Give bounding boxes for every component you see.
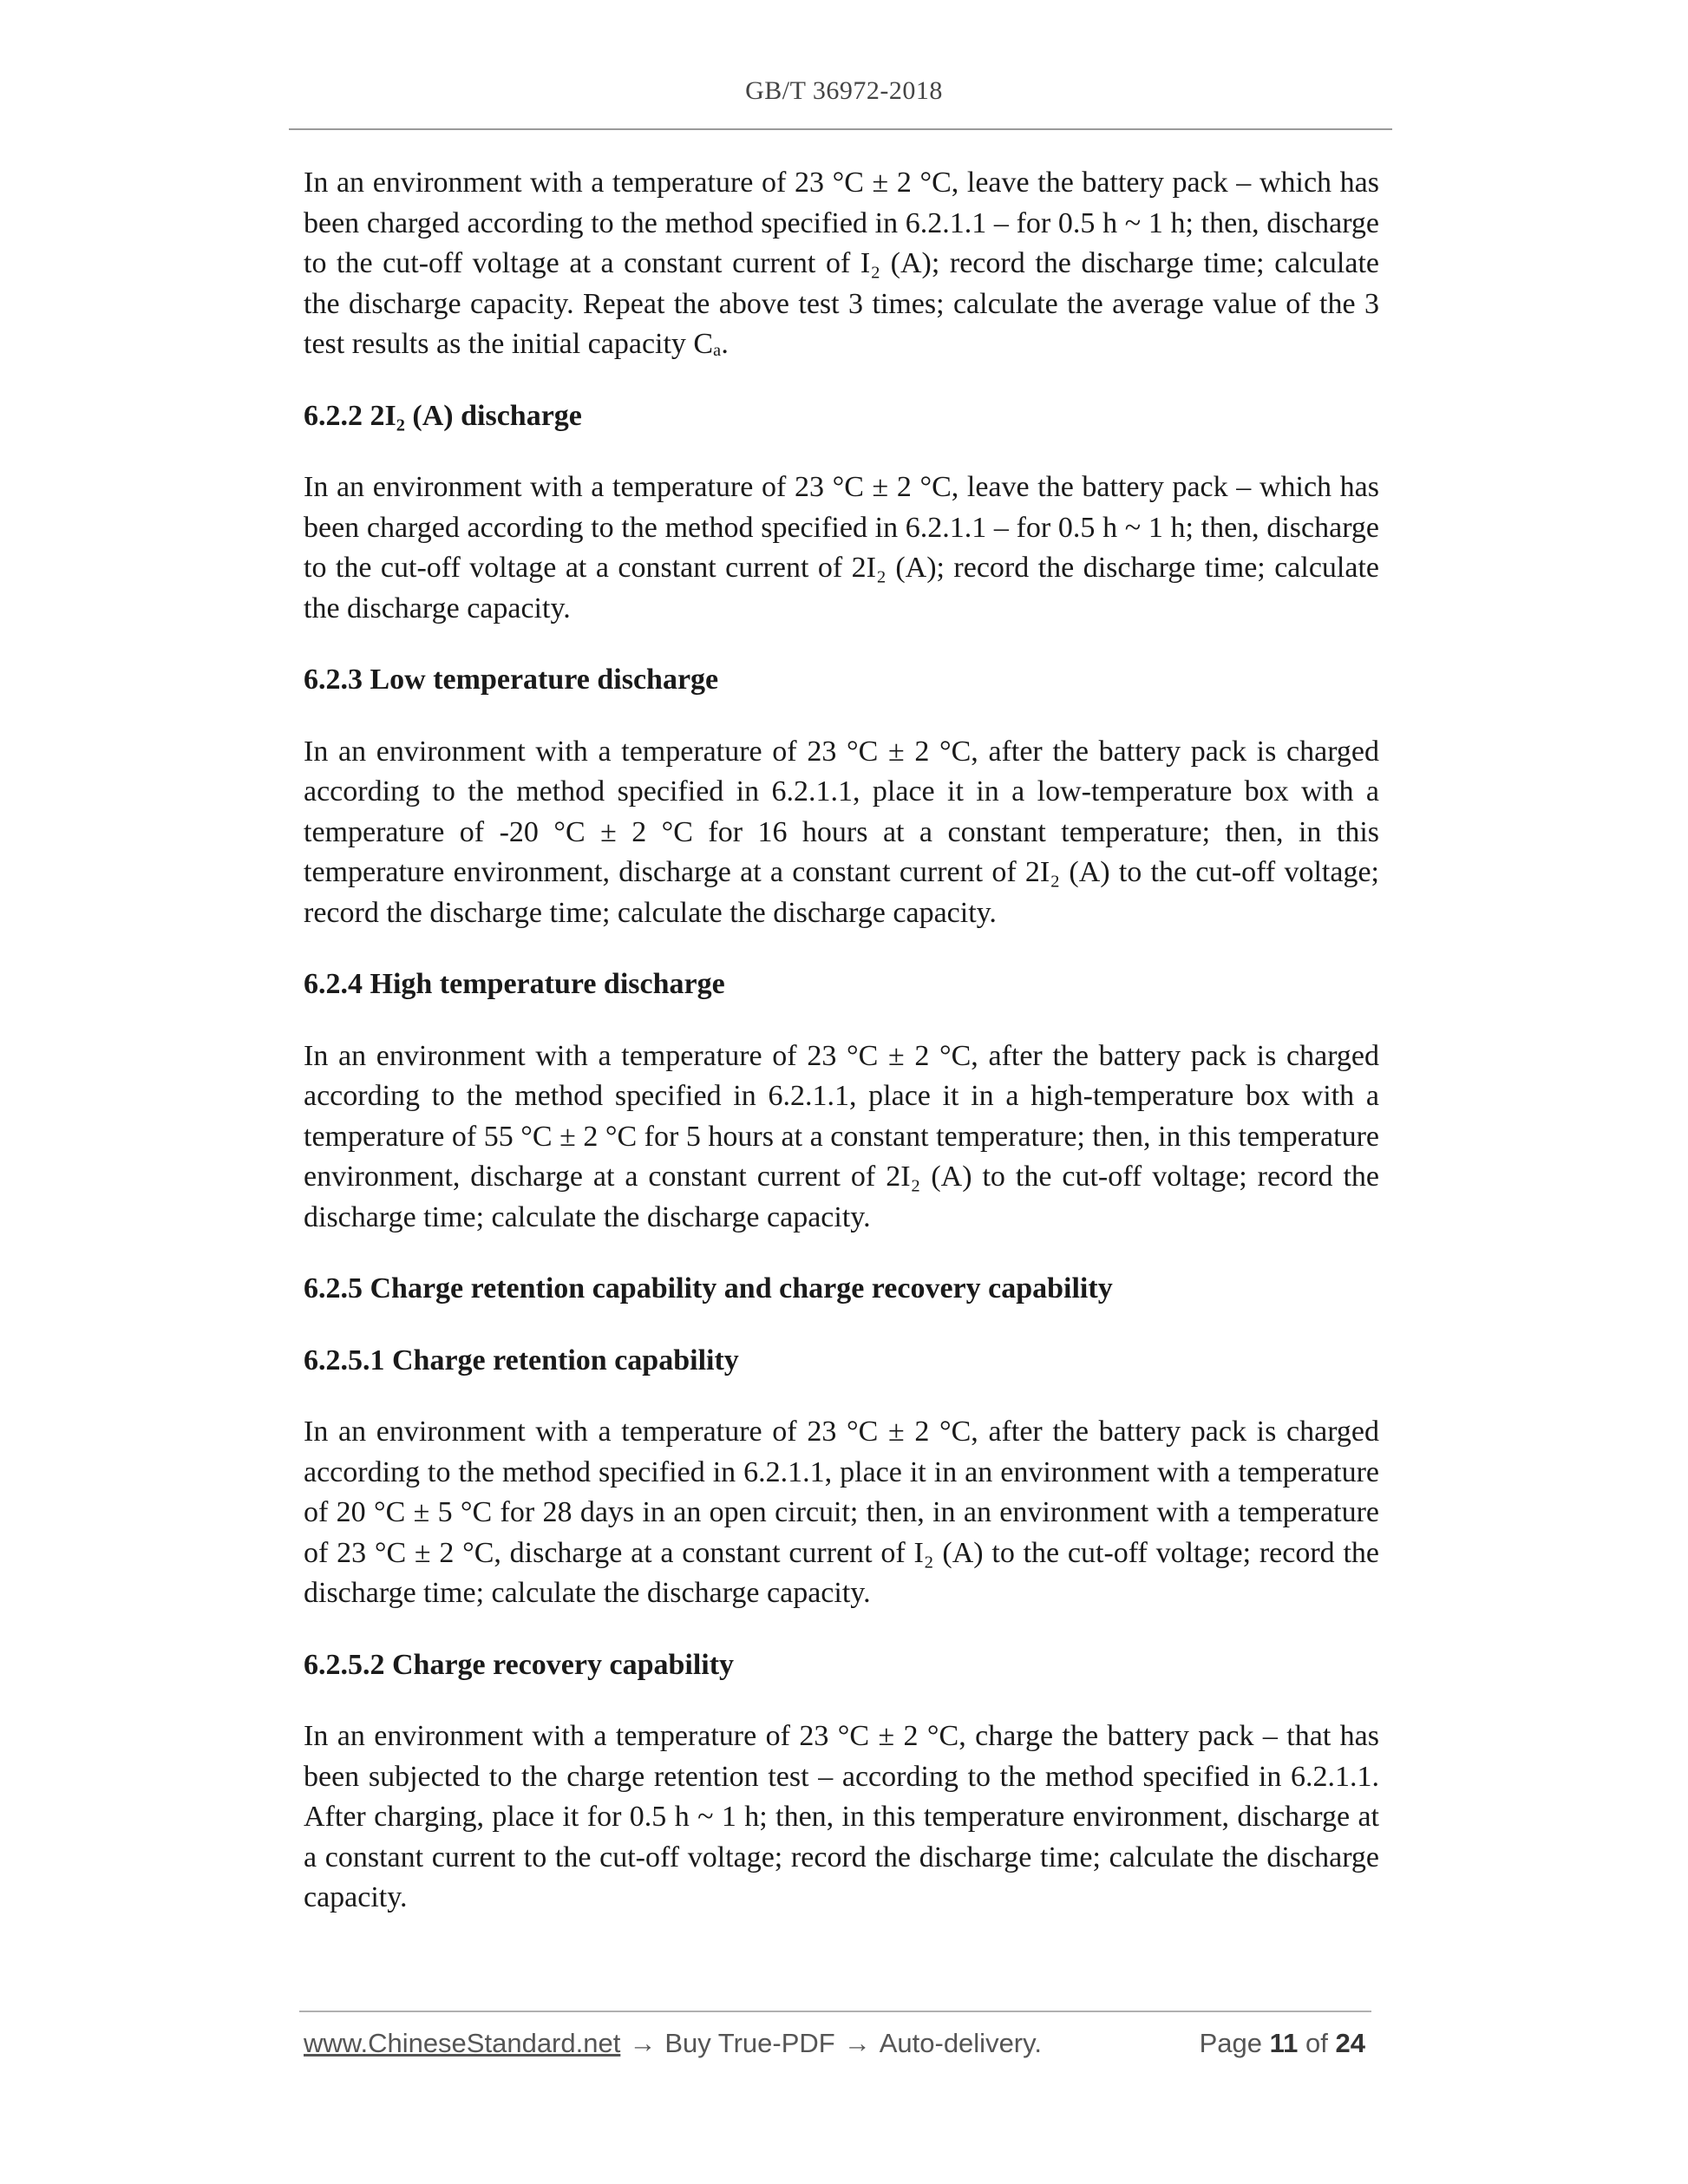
document-body <box>304 163 1379 1950</box>
page-label: Page <box>1199 2028 1262 2058</box>
paragraph-low-temperature-discharge: In an environment with a temperature of 23 °C ± 2 °C, after the battery pack is charged according to the method specified in 6.2.1.1, place it in a low-temperature box with a temperature of -20 °C ± 2 °C for 16 hours at a constant temperature; then, in this temperature environment, discharge at a constant current of 2I₂ (A) to the cut-off voltage; record the discharge time; calculate the discharge capacity. <box>304 735 1379 929</box>
heading-6-2-5-1: 6.2.5.1 Charge retention capability <box>304 1344 739 1376</box>
paragraph-charge-recovery: In an environment with a temperature of 23 °C ± 2 °C, charge the battery pack – that has been subjected to the charge retention test – according to the method specified in 6.2.1.1. After charging, place it for 0.5 h ~ 1 h; then, in this temperature environment, discharge at a constant current to the cut-off voltage; record the discharge time; calculate the discharge capacity. <box>304 1720 1379 1913</box>
heading-6-2-5-2: 6.2.5.2 Charge recovery capability <box>304 1648 735 1681</box>
heading-6-2-2: 6.2.2 2I₂ (A) discharge <box>304 399 582 432</box>
auto-delivery-text: Auto-delivery. <box>879 2028 1042 2058</box>
heading-6-2-3: 6.2.3 Low temperature discharge <box>304 664 719 696</box>
page-current: 11 <box>1269 2028 1299 2058</box>
page-total: 24 <box>1335 2028 1365 2058</box>
footer-purchase-line <box>304 2028 1042 2059</box>
paragraph-high-temperature-discharge: In an environment with a temperature of 23 °C ± 2 °C, after the battery pack is charged according to the method specified in 6.2.1.1, place it in a high-temperature box with a temperature of 55 °C ± 2 °C for 5 hours at a constant temperature; then, in this temperature environment, discharge at a constant current of 2I₂ (A) to the cut-off voltage; record the discharge time; calculate the discharge capacity. <box>304 1039 1379 1233</box>
page-footer <box>304 2028 1365 2059</box>
paragraph-2i2-discharge: In an environment with a temperature of 23 °C ± 2 °C, leave the battery pack – which has been charged according to the method specified in 6.2.1.1 – for 0.5 h ~ 1 h; then, discharge to the cut-off voltage at a constant current of 2I₂ (A); record the discharge time; calculate the discharge capacity. <box>304 471 1379 624</box>
page-of-label: of <box>1305 2028 1328 2058</box>
buy-true-pdf-text: Buy True-PDF <box>664 2028 835 2058</box>
heading-6-2-5: 6.2.5 Charge retention capability and charge recovery capability <box>304 1272 1113 1305</box>
arrow-right-icon: → <box>843 2028 871 2058</box>
page-number <box>1200 2028 1365 2059</box>
arrow-right-icon: → <box>629 2028 657 2058</box>
website-link[interactable]: www.ChineseStandard.net <box>304 2028 621 2058</box>
header-divider <box>289 128 1392 130</box>
paragraph-initial-capacity: In an environment with a temperature of 23 °C ± 2 °C, leave the battery pack – which has been charged according to the method specified in 6.2.1.1 – for 0.5 h ~ 1 h; then, discharge to the cut-off voltage at a constant current of I₂ (A); record the discharge time; calculate the discharge capacity. Repeat the above test 3 times; calculate the average value of the 3 test results as the initial capacity Cₐ. <box>304 167 1379 360</box>
heading-6-2-4: 6.2.4 High temperature discharge <box>304 968 725 1000</box>
paragraph-charge-retention: In an environment with a temperature of 23 °C ± 2 °C, after the battery pack is charged according to the method specified in 6.2.1.1, place it in an environment with a temperature of 20 °C ± 5 °C for 28 days in an open circuit; then, in an environment with a temperature of 23 °C ± 2 °C, discharge at a constant current of I₂ (A) to the cut-off voltage; record the discharge time; calculate the discharge capacity. <box>304 1416 1379 1609</box>
document-header-code: GB/T 36972-2018 <box>745 76 943 105</box>
footer-divider <box>299 2011 1371 2012</box>
